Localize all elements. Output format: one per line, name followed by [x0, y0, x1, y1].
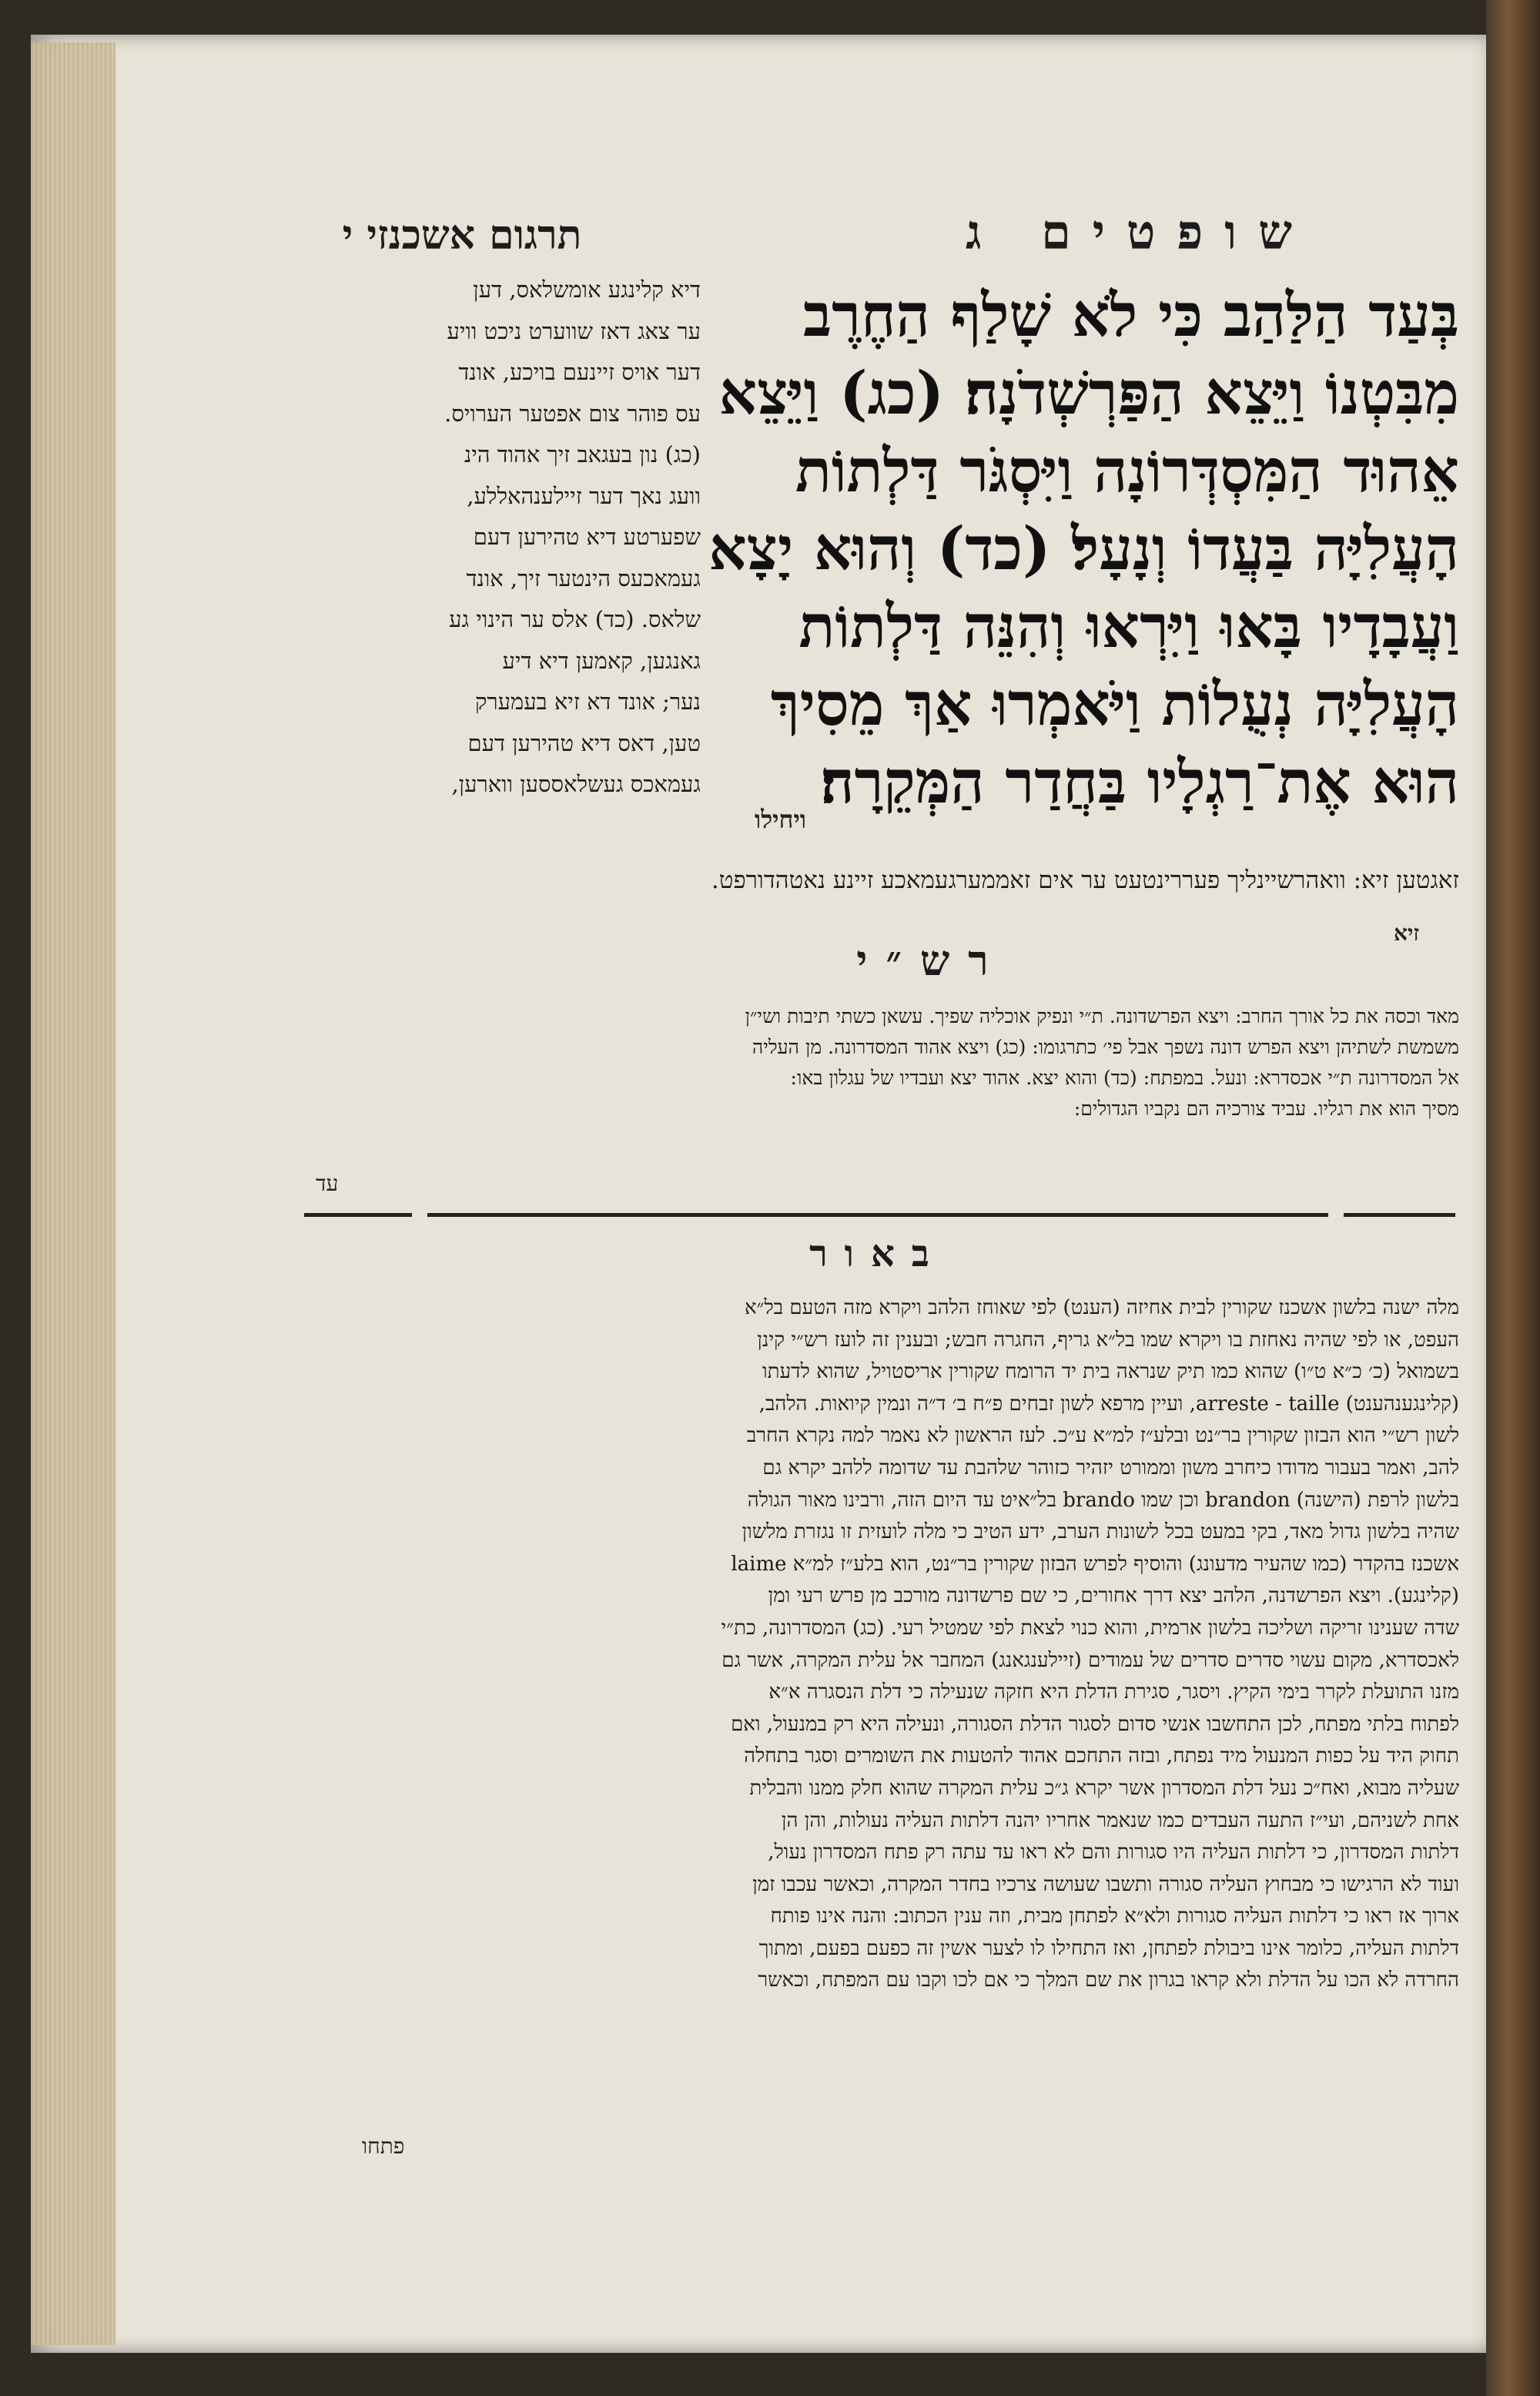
scripture-line: מִבִּטְנוֹ וַיֵּצֵא הַפַּרְשְׁדֹנָה׃ (כג) וַיֵּצֵא — [718, 359, 1459, 428]
rashi-commentary-block — [300, 1001, 1459, 1124]
page-edges-left — [31, 42, 116, 2345]
biur-line: מלה ישנה בלשון אשכנז שקורין לבית אחיזה (הענט) לפי שאוחז הלהב ויקרא מזה הטעם בל״א — [744, 1296, 1459, 1319]
biur-line: להב, ואמר בעבור מדודו כיחרב משון וממורט יזהיר כזוהר שלהבת עד שדומה ללהב יקרא גם — [762, 1456, 1459, 1479]
targum-line: גאנגען, קאמען דיא דיע — [502, 647, 701, 674]
biur-line: בלשון לרפת (הישנה) brandon וכן שמו brando בל״איט עד היום הזה, ורבינו מאור הגולה — [747, 1488, 1459, 1512]
scripture-line: אֵהוּד הַמִּסְדְּרוֹנָה וַיִּסְגֹּר דַּלְתוֹת — [795, 437, 1459, 506]
rashi-line: אל המסדרונה ת״י אכסדרא: ונעל. במפתח: (כד) והוא יצא. אהוד יצא ועבדיו של עגלון באו: — [790, 1067, 1459, 1089]
biur-header: באור — [809, 1232, 946, 1275]
scripture-text-block — [705, 277, 1459, 822]
targum-line: דער אויס זיינעם בויכע, אונד — [458, 359, 701, 385]
scripture-line: הוּא אֶת־רַגְלָיו בַּחֲדַר הַמְּקֵרָה׃ — [820, 748, 1459, 817]
scripture-line: הָעֲלִיָּה בַּעֲדוֹ וְנָעָל׃ (כד) וְהוּא יָצָא — [708, 514, 1459, 584]
rashi-header: רש״י — [856, 936, 1007, 985]
biur-line: מזנו התועלת לקרר בימי הקיץ. ויסגר, סגירת הדלת היא חזקה שנעילה כי דלת הנסגרה א״א — [768, 1681, 1459, 1704]
biur-line: אשכנז בהקדר (כמו שהעיר מדעונג) והוסיף לפרש הבזון שקורין בר״נט, הוא בלע״ז למ״א laime — [731, 1552, 1459, 1576]
scripture-line: וַעֲבָדָיו בָּאוּ וַיִּרְאוּ וְהִנֵּה דַּלְתוֹת — [798, 592, 1459, 662]
biur-line: ועוד לא הרגישו כי מבחוץ העליה סגורה ותשבו שעושה צרכיו בחדר המקרה, וכאשר עכבו זמן — [752, 1872, 1459, 1896]
rashi-line: מסיך הוא את רגליו. עביד צורכיה הם נקביו הגדולים: — [1073, 1097, 1459, 1120]
targum-line: ער צאג דאז שווערט ניכט וויע — [447, 317, 701, 344]
targum-line: געמאכס געשלאססען ווארען, — [451, 771, 701, 797]
biur-line: שעליה מבוא, ואח״כ נעל דלת המסדרון אשר יקרא ג״כ עלית המקרה שהוא חלק ממנו והבלית — [749, 1776, 1459, 1800]
targum-line: געמאכעס הינטער זיך, אונד — [466, 565, 701, 591]
biur-line: לאכסדרא, מקום עשוי סדרים סדרים של עמודים (זיילענגאנג) המחבר אל עלית המקרה, אשר גם — [721, 1648, 1459, 1672]
targum-header: תרגום אשכנזי י — [342, 212, 582, 259]
targum-continuation-line: זאגטען זיא: וואהרשיינליך פעררינטעט ער אים זאממערגעמאכע זיינע נאטהדורפט. — [711, 866, 1459, 894]
biur-commentary-block — [286, 1292, 1459, 1997]
biur-line: לפתוח בלתי מפתח, לכן התחשבו אנשי סדום לסגור הדלת הסגורה, ונעילה היא רק במנעול, ואם — [731, 1712, 1459, 1736]
targum-line: טען, דאס דיא טהירען דעם — [467, 729, 701, 756]
book-cover-edge — [1486, 0, 1540, 2396]
biur-line: בשמואל (כ׳ כ״א ט״ו) שהוא כמו תיק שנראה בית יד הרומח שקורין אריסטויל, שהוא לדעתו — [762, 1360, 1459, 1384]
rashi-catchword: עד — [316, 1171, 339, 1196]
biur-line: ארוך אז ראו כי דלתות העליה סגורות ולא״א לפתחן מבית, וזה ענין הכתוב: והנה אינו פותח — [770, 1905, 1459, 1929]
biur-line: שדה שענינו זריקה ושליכה בלשון ארמית, והוא כנוי לצאת לפי שמטיל רעי. (כג) המסדרונה, כת״י — [721, 1616, 1459, 1640]
biur-line: (קלינגענהענט) arreste - taille, ועיין מרפא לשון זבחים פ״ח ב׳ ד״ה ונמין קיואות. הלהב, — [758, 1392, 1459, 1416]
biur-line: החרדה לא הכו על הדלת ולא קראו בגרון את שם המלך כי אם לכו וקבו עם המפתח, וכאשר — [758, 1969, 1459, 1992]
biur-line: דלתות המסדרון, כי דלתות העליה היו סגורות והם לא ראו עד עתה רק פתח המסדרון נעול, — [768, 1841, 1459, 1865]
targum-line: שלאס. (כד) אלס ער הינוי גע — [449, 606, 701, 632]
biur-line: תחוק היד על כפות המנעול מיד נפתח, ובזה התחכם אהוד להטעות את השומרים וסגר בתחלה — [744, 1744, 1459, 1768]
biur-line: דלתות העליה, כלומר אינו ביבולת לפתחן, ואז התחילו לו לצער אשין זה כפעם בפעם, ומתוך — [758, 1936, 1459, 1960]
biur-line: לשון רש״י הוא הבזון שקורין בר״נט ובלע״ז למ״א ע״כ. לעז הראשון לא נאמר למה נקרא החרב — [746, 1424, 1459, 1448]
scripture-catchword: ויחילו — [755, 805, 807, 834]
biur-line: (קלינגע). ויצא הפרשדנה, הלהב יצא דרך אחורים, כי שם פרשדונה מורכב מן פרש רעי ומן — [768, 1584, 1459, 1608]
targum-line: שפערטע דיא טהירען דעם — [473, 524, 701, 550]
scripture-line: הָעֲלִיָּה נְעֻלוֹת וַיֹּאמְרוּ אַךְ מֵסִיךְ — [770, 670, 1459, 739]
targum-line: דיא קלינגע אומשלאס, דען — [473, 276, 701, 303]
biur-line: אחת לשניהם, ועי״ז התעה העבדים כמו שנאמר אחריו יהנה דלתות העליה נעולות, והן הן — [781, 1808, 1459, 1832]
targum-catchword: זיא — [1394, 920, 1420, 946]
rashi-line: משמשת לשתיהן ויצא הפרש דונה נשפך אבל פי׳ כתרגומו: (כג) ויצא אהוד המסדרונה. מן העליה — [752, 1036, 1459, 1058]
biur-line: שהיה בלשון גדול מאד, בקי במעט בכל לשונות הערב, ידע הטיב כי מלה לועזית זו נגזרת מלשון — [742, 1520, 1459, 1544]
scripture-line: בְּעַד הַלַּהַב כִּי לֹא שָׁלַף הַחֶרֶב — [803, 281, 1459, 350]
targum-line: עס פוהר צום אפטער הערויס. — [444, 400, 701, 427]
section-divider-left — [304, 1213, 412, 1217]
targum-line: (כג) נון בעגאב זיך אהוד הינ — [464, 441, 701, 467]
section-divider-right — [1344, 1213, 1455, 1217]
rashi-line: מאד וכסה את כל אורך החרב: ויצא הפרשדונה. ת״י ונפיק אוכליה שפיך. עשאן כשתי תיבות ושי״ן — [745, 1005, 1459, 1027]
book-chapter-header: שופטים ג — [966, 204, 1314, 260]
biur-line: העפט, או לפי שהיה נאחזת בו ויקרא שמו בל״א גריף, החגרה חבש; ובענין זה לועז רש״י קינן — [757, 1328, 1459, 1352]
targum-line: וועג נאך דער זיילענהאללע, — [467, 482, 701, 509]
section-divider-center — [427, 1213, 1328, 1217]
targum-line: נער; אונד דא זיא בעמערק — [474, 689, 701, 715]
biur-catchword: פתחו — [362, 2133, 405, 2159]
targum-text-block — [293, 270, 701, 806]
